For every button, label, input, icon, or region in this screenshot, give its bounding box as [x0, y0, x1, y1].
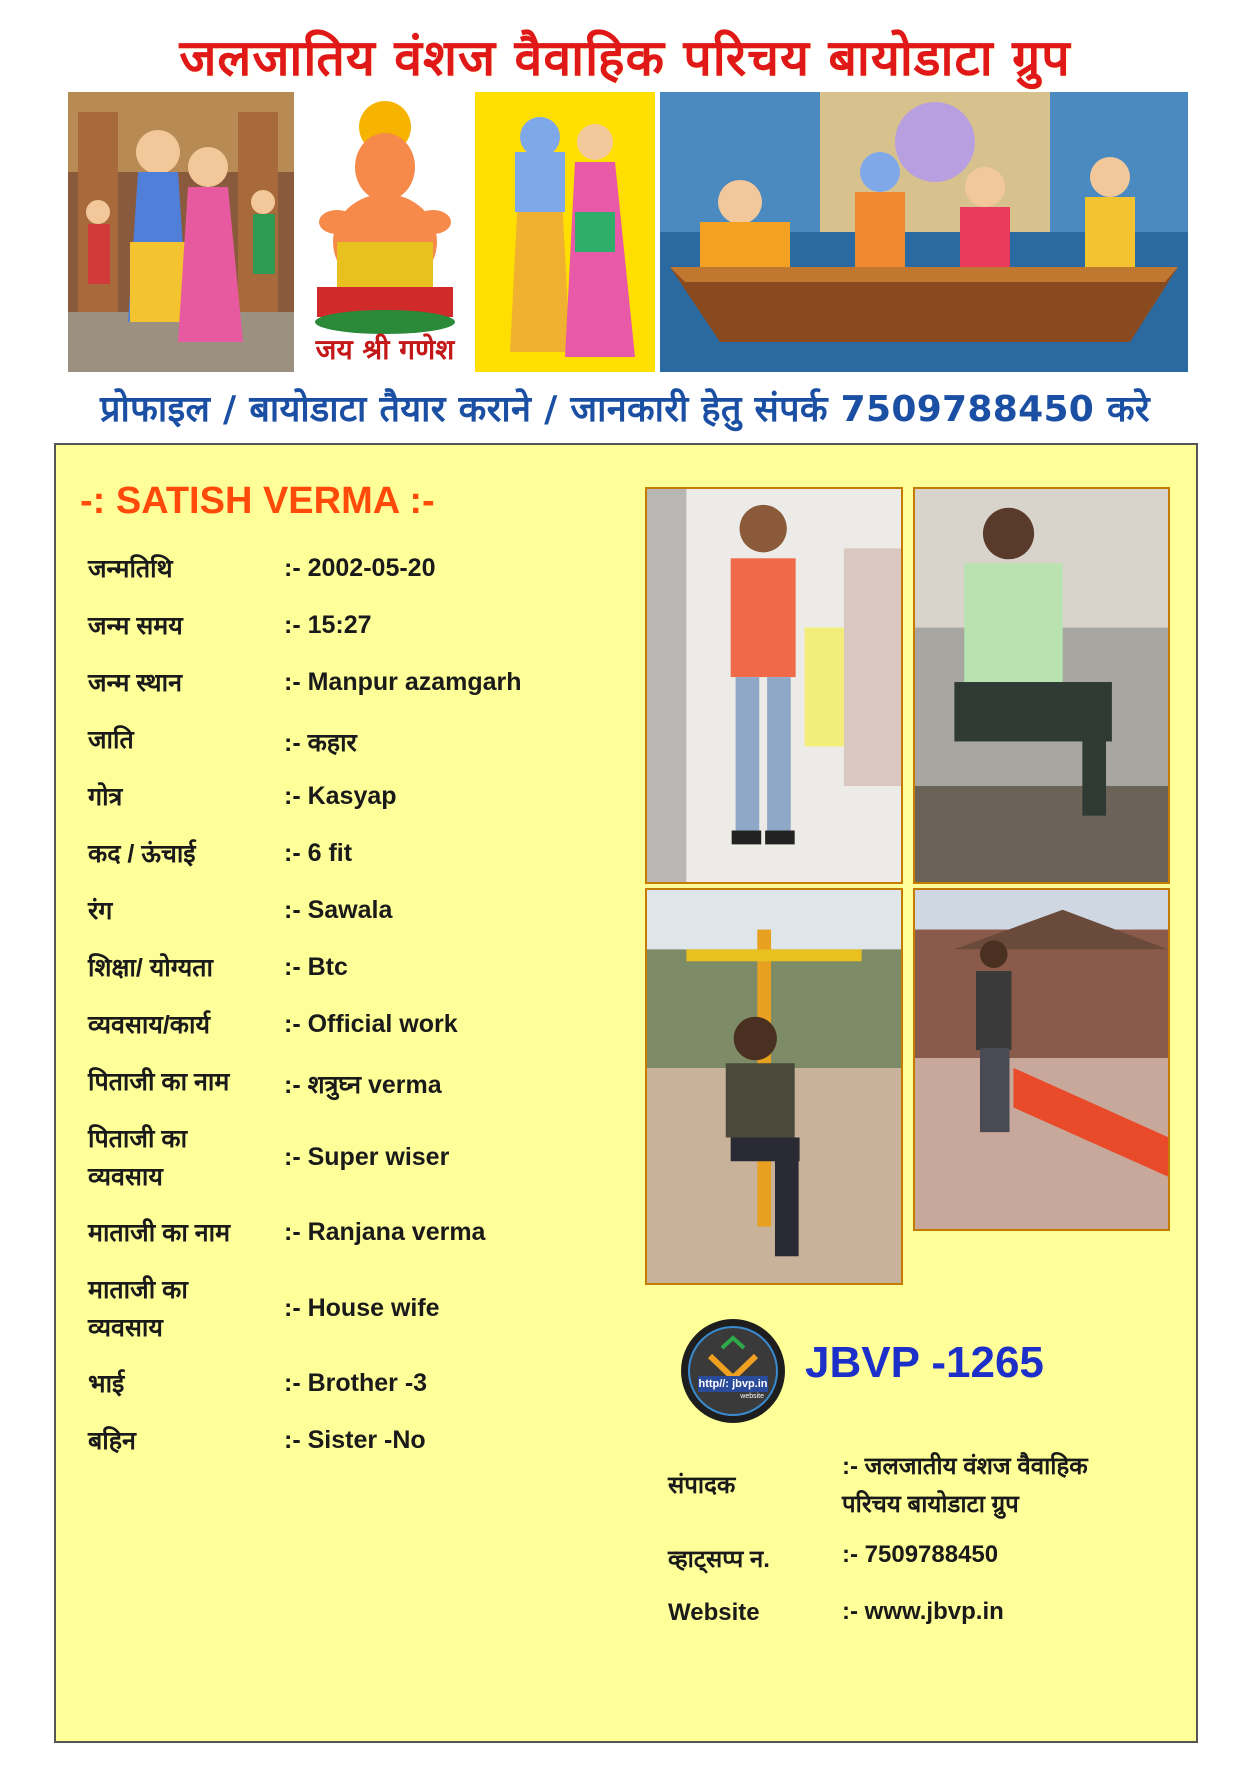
- field-value: :- Brother -3: [284, 1369, 428, 1397]
- candidate-photo-4: [913, 888, 1170, 1231]
- field-value: :- Ranjana verma: [284, 1218, 486, 1246]
- field-label: माताजी का व्यवसाय: [88, 1276, 188, 1342]
- field-label: जाति: [88, 726, 134, 754]
- page-title: जलजातिय वंशज वैवाहिक परिचय बायोडाटा ग्रुप: [179, 29, 1071, 87]
- website-label: Website: [668, 1599, 760, 1626]
- field-value: :- 2002-05-20: [284, 554, 436, 582]
- editor-label: संपादक: [668, 1472, 736, 1499]
- field-label: रंग: [88, 897, 113, 925]
- ganesh-caption: जय श्री गणेश: [315, 333, 455, 366]
- editor-value: :- जलजातीय वंशज वैवाहिक परिचय बायोडाटा ग्रुप: [842, 1453, 1088, 1518]
- field-value: :- 6 fit: [284, 839, 353, 867]
- whatsapp-value: :- 7509788450: [842, 1541, 999, 1568]
- logo-subtext: website: [740, 1393, 764, 1400]
- field-label: व्यवसाय/कार्य: [88, 1011, 210, 1039]
- field-value: :- Sawala: [284, 896, 393, 924]
- field-label: जन्म समय: [88, 612, 183, 640]
- field-value: :- 15:27: [284, 611, 372, 639]
- field-label: कद / ऊंचाई: [88, 840, 196, 868]
- banner-image-ram-sita: [475, 92, 655, 372]
- field-value: :- House wife: [284, 1294, 440, 1322]
- field-value: :- Sister -No: [284, 1426, 426, 1454]
- candidate-photo-1: [645, 487, 903, 884]
- field-value: :- शत्रुघ्न verma: [284, 1071, 442, 1099]
- whatsapp-label: व्हाट्सप्प न.: [668, 1546, 770, 1573]
- field-value: :- कहार: [284, 729, 357, 757]
- field-label: पिताजी का व्यवसाय: [88, 1125, 188, 1191]
- field-label: पिताजी का नाम: [88, 1068, 230, 1096]
- field-label: माताजी का नाम: [88, 1219, 231, 1247]
- logo-text: http//: jbvp.in: [698, 1378, 768, 1390]
- contact-banner: प्रोफाइल / बायोडाटा तैयार कराने / जानकारी हेतु संपर्क 7509788450 करे: [100, 389, 1150, 430]
- field-label: बहिन: [88, 1427, 136, 1455]
- jbvp-logo: [680, 1318, 786, 1424]
- field-value: :- Kasyap: [284, 782, 397, 810]
- banner-image-ram-sita-wedding: [68, 92, 294, 372]
- field-label: शिक्षा/ योग्यता: [88, 954, 213, 982]
- candidate-name: -: SATISH VERMA :-: [80, 480, 435, 522]
- field-value: :- Official work: [284, 1010, 458, 1038]
- field-label: जन्म स्थान: [88, 669, 182, 697]
- profile-code: JBVP -1265: [805, 1338, 1044, 1387]
- field-value: :- Manpur azamgarh: [284, 668, 522, 696]
- field-label: भाई: [88, 1370, 125, 1398]
- candidate-photo-3: [645, 888, 903, 1285]
- field-label: गोत्र: [88, 783, 123, 811]
- website-value: :- www.jbvp.in: [842, 1598, 1004, 1625]
- field-value: :- Super wiser: [284, 1143, 450, 1171]
- candidate-photo-2: [913, 487, 1170, 884]
- banner-image-boat-scene: [660, 92, 1188, 372]
- field-label: जन्मतिथि: [88, 555, 173, 583]
- field-value: :- Btc: [284, 953, 348, 981]
